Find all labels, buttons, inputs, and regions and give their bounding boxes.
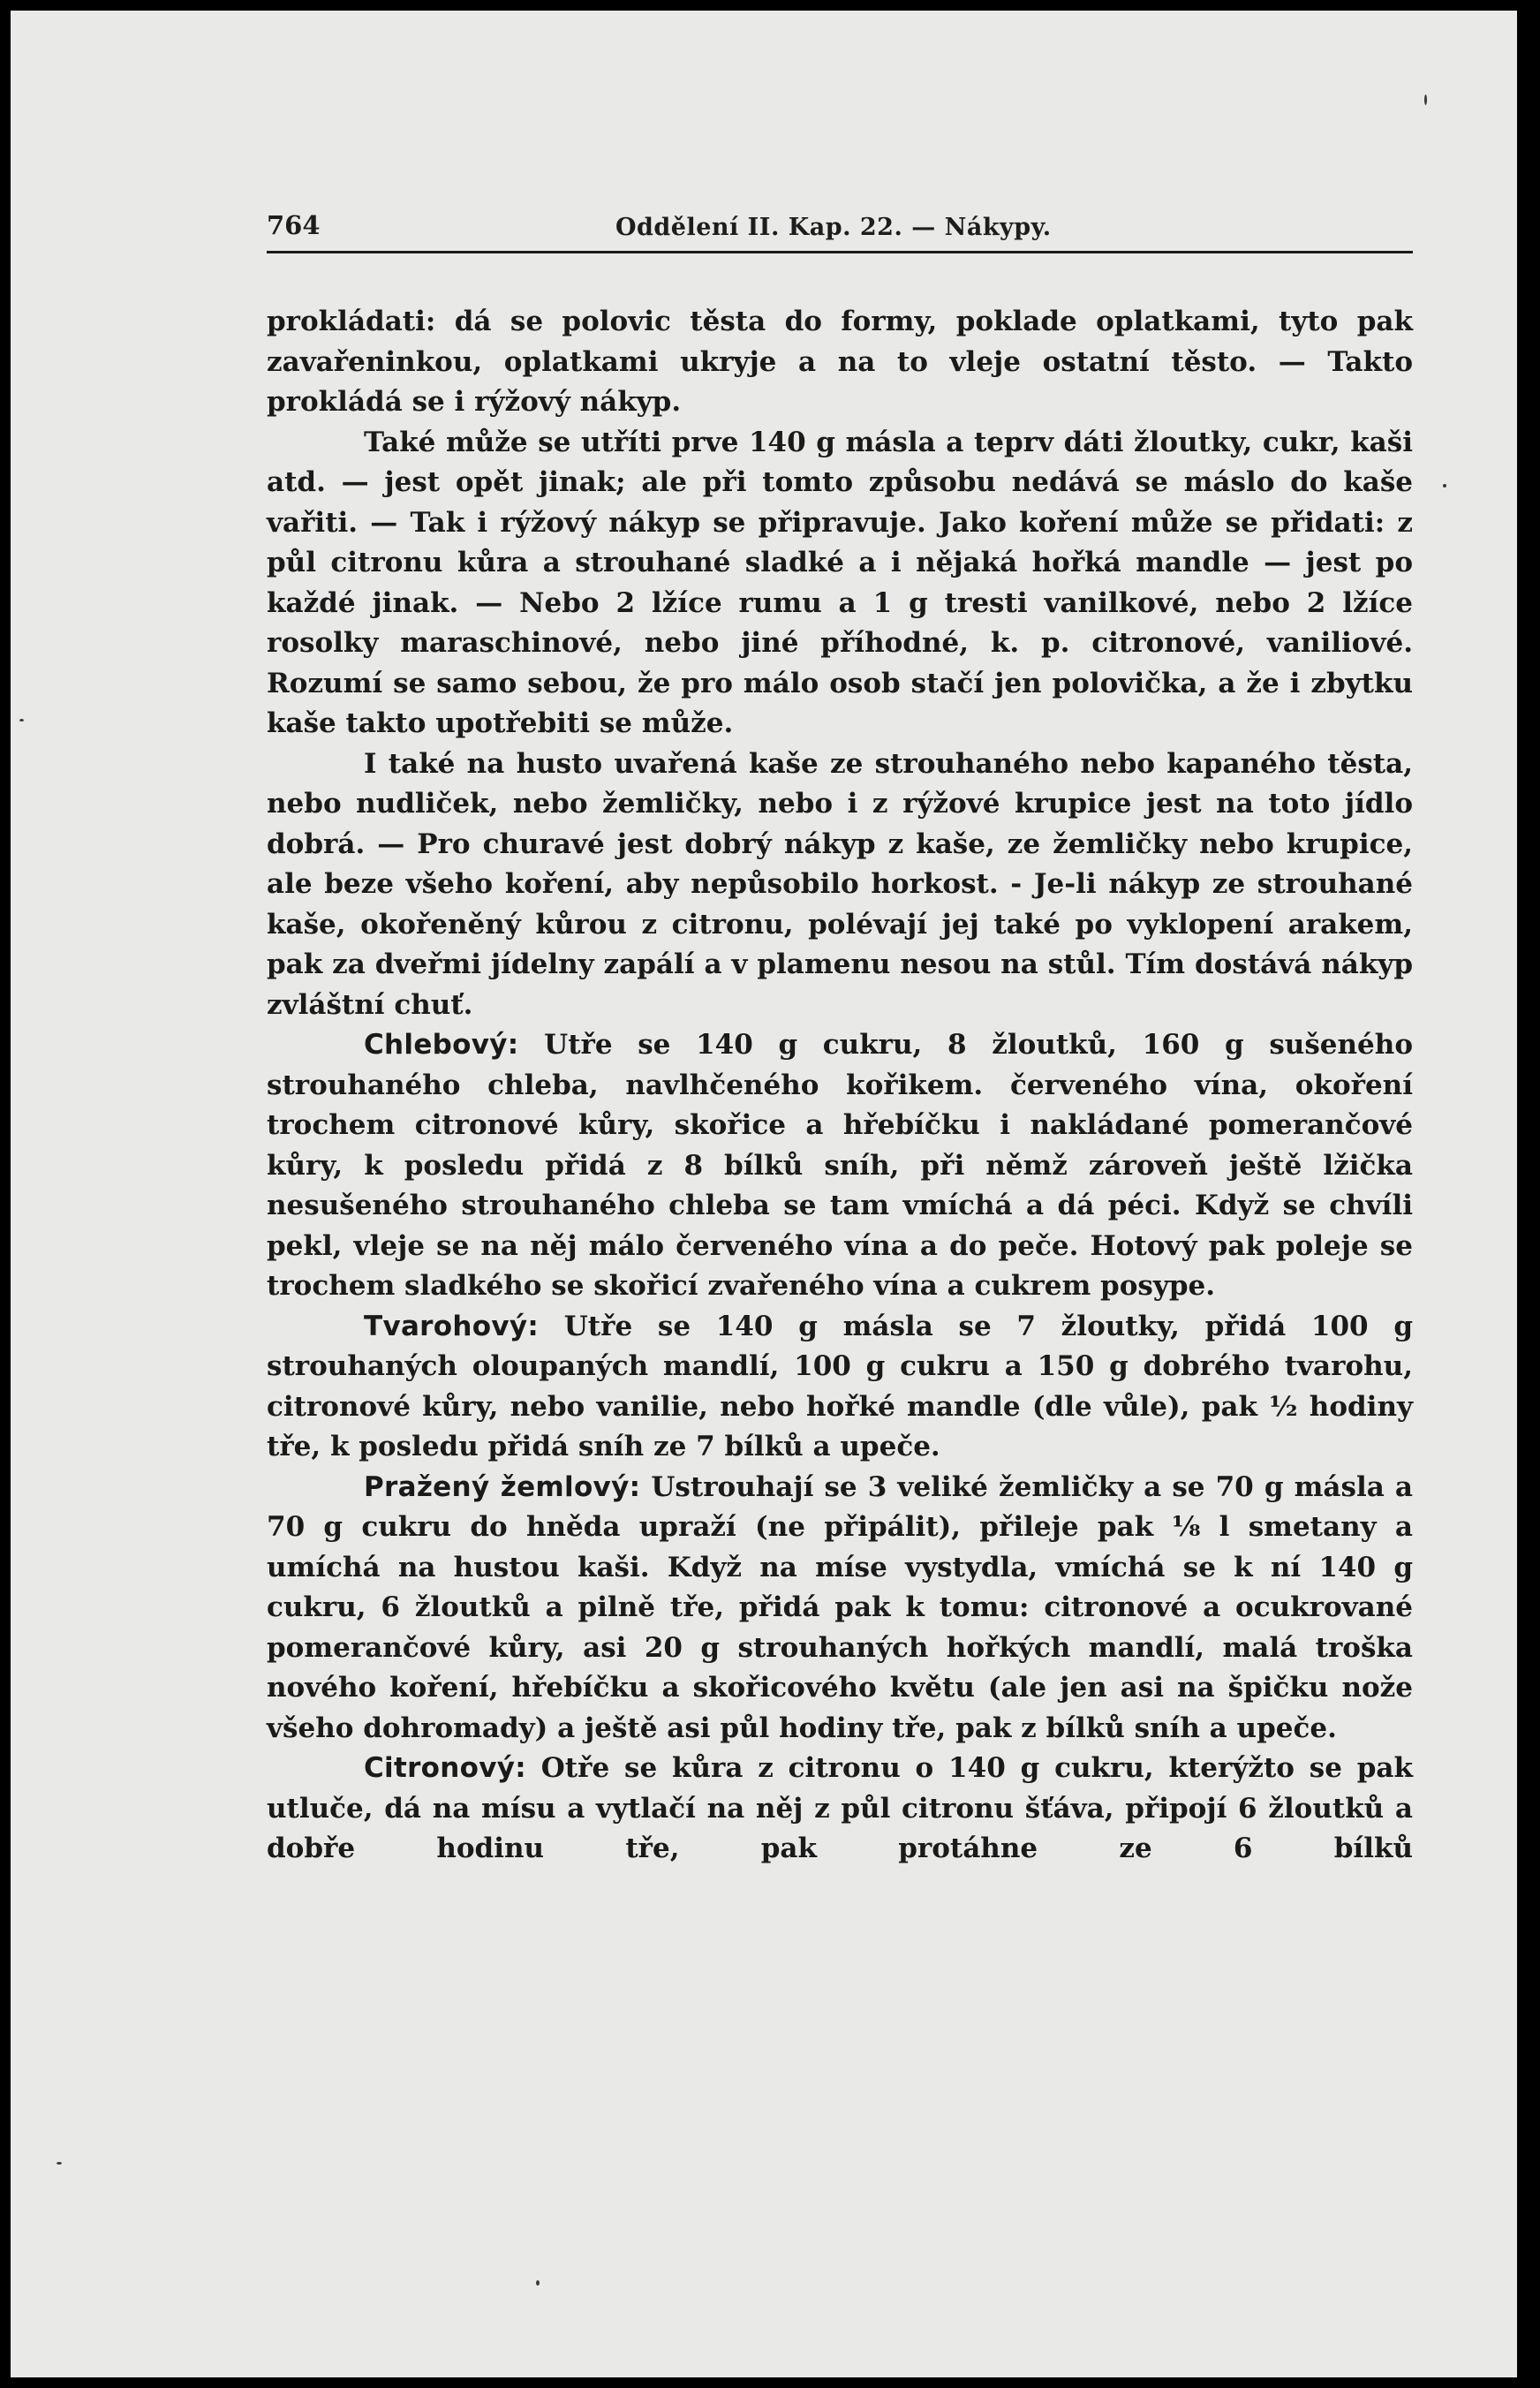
recipe-chlebovy [267, 1025, 1413, 1307]
recipe-title: Chlebový: [364, 1029, 519, 1061]
paragraph: Také může se utříti prve 140 g másla a teprv dáti žloutky, cukr, kaši atd. — jest opět jinak; ale při tomto způsobu nedává se máslo do kaše vařiti. — Tak i rýžový nákyp se připravuje. Jako koření může se přidati: z půl citronu kůra a strouhané sladké a i nějaká hořká mandle — jest po každé jinak. — Nebo 2 lžíce rumu a 1 g tresti vanilkové, nebo 2 lžíce rosolky maraschinové, nebo jiné příhodné, k. p. citronové, vaniliové. Rozumí se samo sebou, že pro málo osob stačí jen polovička, a že i zbytku kaše takto upotřebiti se může. [267, 426, 1413, 739]
recipe-title: Pražený žemlový: [364, 1470, 641, 1503]
page-header [267, 208, 1413, 253]
recipe-citronovy [267, 1749, 1413, 1870]
paragraph: prokládati: dá se polovic těsta do formy, poklade oplatkami, tyto pak zavařeninkou, oplatkami ukryje a na to vleje ostatní těsto. — Takto prokládá se i rýžový nákyp. [267, 306, 1413, 418]
recipe-text: Utře se 140 g cukru, 8 žloutků, 160 g sušeného strouhaného chleba, navlhčeného kořikem. červeného vína, okoření trochem citronové kůry, skořice a hřebíčku i nakládané pomerančové kůry, k posledu přidá z 8 bílků sníh, při němž zároveň ještě lžička nesušeného strouhaného chleba se tam vmíchá a dá péci. Když se chvíli pekl, vleje se na něj málo červeného vína a do peče. Hotový pak poleje se trochem sladkého se skořicí zvařeného vína a cukrem posype. [267, 1029, 1414, 1302]
recipe-text: Otře se kůra z citronu o 140 g cukru, kterýžto se pak utluče, dá na mísu a vytlačí na něj z půl citronu šťáva, připojí 6 žloutků a dobře hodinu tře, pak protáhne ze 6 bílků [267, 1752, 1413, 1864]
recipe-text: Ustrouhají se 3 veliké žemličky a se 70 g másla a 70 g cukru do hněda upraží (ne připálit), přileje pak ⅛ l smetany a umíchá na hustou kaši. Když na míse vystydla, vmíchá se k ní 140 g cukru, 6 žloutků a pilně tře, přidá pak k tomu: citronové a ocukrované pomerančové kůry, asi 20 g strouhaných hořkých mandlí, malá troška nového koření, hřebíčku a skořicového květu (ale jen asi na špičku nože všeho dohromady) a ještě asi půl hodiny tře, pak z bílků sníh a upeče. [267, 1470, 1413, 1744]
scan-speck [19, 719, 24, 722]
body-text [267, 302, 1413, 1870]
scan-speck [1424, 94, 1427, 105]
scan-speck [1443, 484, 1446, 487]
scan-speck [57, 2162, 62, 2165]
recipe-title: Citronový: [364, 1752, 526, 1784]
scanned-page [11, 11, 1517, 2377]
running-head: Oddělení II. Kap. 22. — Nákypy. [615, 214, 1052, 241]
paragraph: I také na husto uvařená kaše ze strouhaného nebo kapaného těsta, nebo nudliček, nebo žemličky, nebo i z rýžové krupice jest na toto jídlo dobrá. — Pro churavé jest dobrý nákyp z kaše, ze žemličky nebo krupice, ale beze všeho koření, aby nepůsobilo horkost. - Je-li nákyp ze strouhané kaše, okořeněný kůrou z citronu, polévají jej také po vyklopení arakem, pak za dveřmi jídelny zapálí a v plamenu nesou na stůl. Tím dostává nákyp zvláštní chuť. [267, 747, 1413, 1021]
recipe-tvarohovy [267, 1307, 1413, 1468]
page-number: 764 [267, 210, 321, 240]
scan-speck [536, 2280, 540, 2286]
recipe-prazeny-zemlovy [267, 1468, 1413, 1749]
recipe-title: Tvarohový: [364, 1310, 540, 1342]
recipe-text: Utře se 140 g másla se 7 žloutky, přidá 100 g strouhaných oloupaných mandlí, 100 g cukru a 150 g dobrého tvarohu, citronové kůry, nebo vanilie, nebo hořké mandle (dle vůle), pak ½ hodiny tře, k posledu přidá sníh ze 7 bílků a upeče. [267, 1310, 1413, 1462]
